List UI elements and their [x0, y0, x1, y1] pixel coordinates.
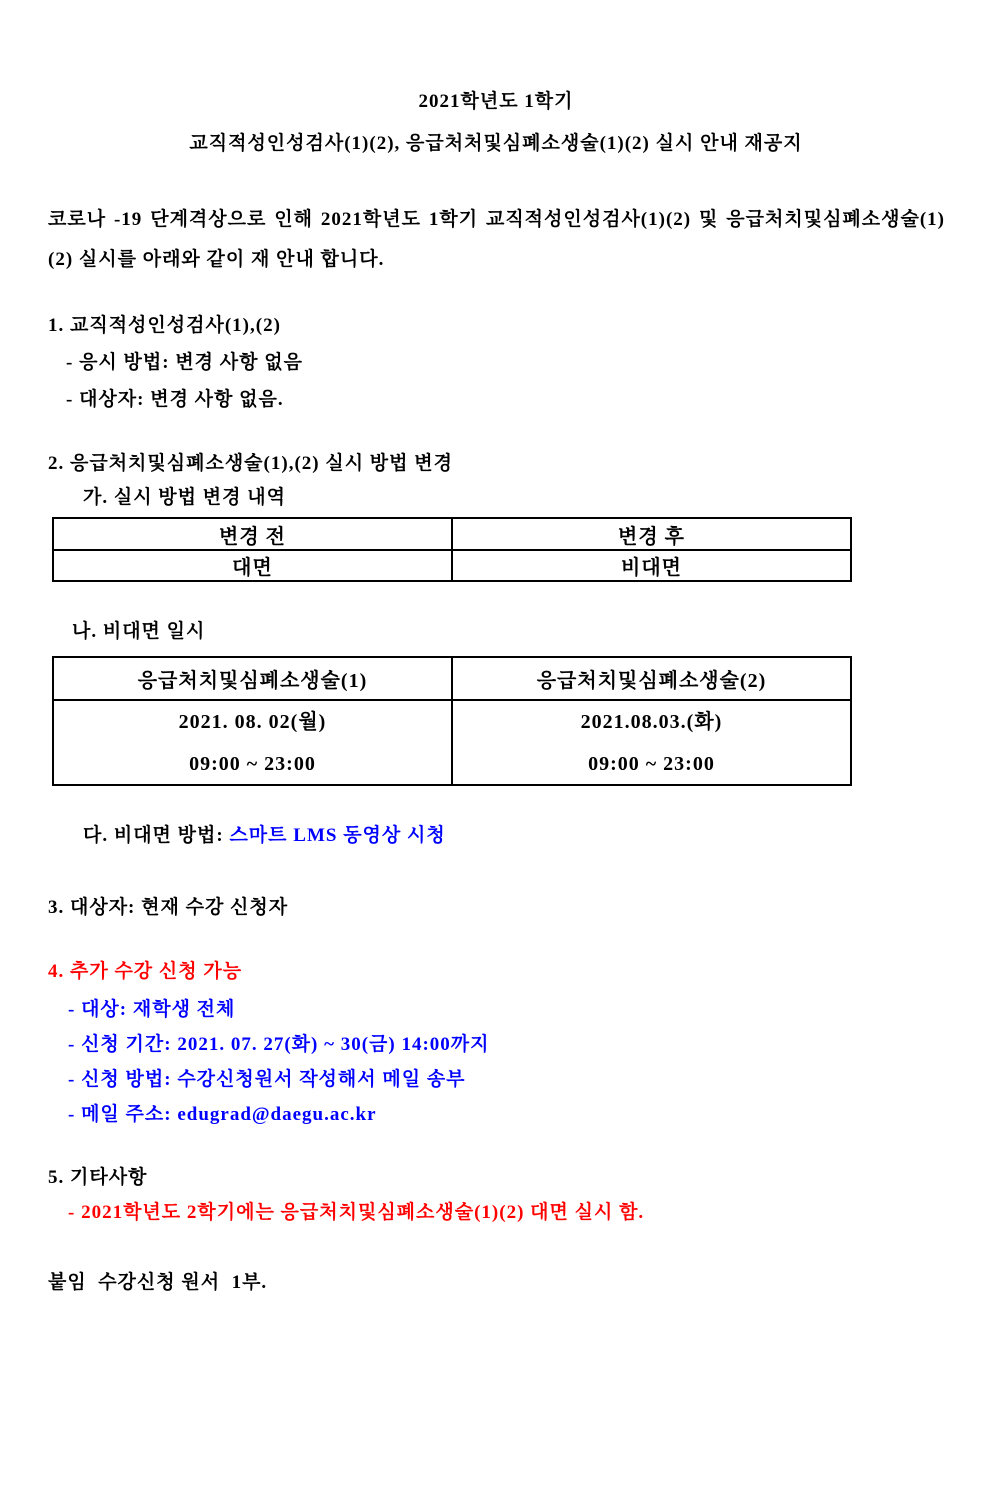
schedule-table-header-cpr1: 응급처치및심폐소생술(1) [53, 657, 452, 700]
change-table-header-after: 변경 후 [452, 518, 851, 550]
section-4-item-period: - 신청 기간: 2021. 07. 27(화) ~ 30(금) 14:00까지 [68, 1034, 490, 1055]
section-5-item-notice: - 2021학년도 2학기에는 응급처치및심폐소생술(1)(2) 대면 실시 함. [68, 1202, 645, 1223]
schedule-table-cell-cpr1 [53, 700, 452, 785]
doc-title-semester: 2021학년도 1학기 [418, 91, 574, 112]
section-2-sub-a-label: 가. 실시 방법 변경 내역 [83, 487, 286, 508]
schedule-table [52, 656, 852, 786]
intro-paragraph: 코로나 -19 단계격상으로 인해 2021학년도 1학기 교직적성인성검사(1)(2) 및 응급처치및심폐소생술(1)(2) 실시를 아래와 같이 재 안내 합니다. [48, 209, 945, 270]
doc-title-subject: 교직적성인성검사(1)(2), 응급처처및심폐소생술(1)(2) 실시 안내 재공지 [189, 133, 803, 154]
change-table-data-row [53, 550, 851, 581]
section-4-item-email: - 메일 주소: edugrad@daegu.ac.kr [68, 1104, 377, 1125]
schedule-time-cpr1: 09:00 ~ 23:00 [189, 753, 316, 775]
section-4-items [0, 992, 992, 1132]
section-4-heading: 4. 추가 수강 신청 가능 [48, 961, 243, 982]
schedule-table-header-row [53, 657, 851, 700]
notice-document [0, 88, 992, 1491]
schedule-date-cpr1: 2021. 08. 02(월) [178, 711, 327, 733]
schedule-table-data-row [53, 700, 851, 785]
section-2-heading: 2. 응급처치및심폐소생술(1),(2) 실시 방법 변경 [48, 453, 453, 474]
schedule-table-cell-cpr2 [452, 700, 851, 785]
section-1-heading: 1. 교직적성인성검사(1),(2) [48, 315, 281, 336]
change-table-cell-after: 비대면 [452, 550, 851, 581]
section-2-sub-c [83, 822, 992, 850]
section-5-heading: 5. 기타사항 [48, 1167, 148, 1188]
schedule-table-header-cpr2: 응급처치및심폐소생술(2) [452, 657, 851, 700]
section-2-sub-b-label: 나. 비대면 일시 [72, 621, 206, 642]
section-1-items [0, 344, 992, 418]
section-1-item-target: - 대상자: 변경 사항 없음. [66, 389, 284, 410]
title-block [0, 88, 992, 158]
section-4-item-method: - 신청 방법: 수강신청원서 작성해서 메일 송부 [68, 1069, 466, 1090]
section-3-heading: 3. 대상자: 현재 수강 신청자 [48, 897, 289, 918]
section-5 [0, 1164, 992, 1227]
schedule-date-cpr2: 2021.08.03.(화) [580, 711, 723, 733]
section-2 [0, 450, 992, 850]
change-table-cell-before: 대면 [53, 550, 452, 581]
section-2-sub-c-value: 스마트 LMS 동영상 시청 [229, 825, 446, 846]
change-table [52, 517, 852, 582]
change-table-header-row [53, 518, 851, 550]
section-4-item-target: - 대상: 재학생 전체 [68, 999, 236, 1020]
section-3 [0, 894, 992, 922]
section-4 [0, 958, 992, 1132]
section-1-item-method: - 응시 방법: 변경 사항 없음 [66, 352, 303, 373]
change-table-header-before: 변경 전 [53, 518, 452, 550]
section-2-sub-c-label: 다. 비대면 방법: [83, 825, 230, 846]
schedule-time-cpr2: 09:00 ~ 23:00 [588, 753, 715, 775]
attachment-note: 붙임 수강신청 원서 1부. [48, 1272, 268, 1293]
section-1 [0, 312, 992, 418]
